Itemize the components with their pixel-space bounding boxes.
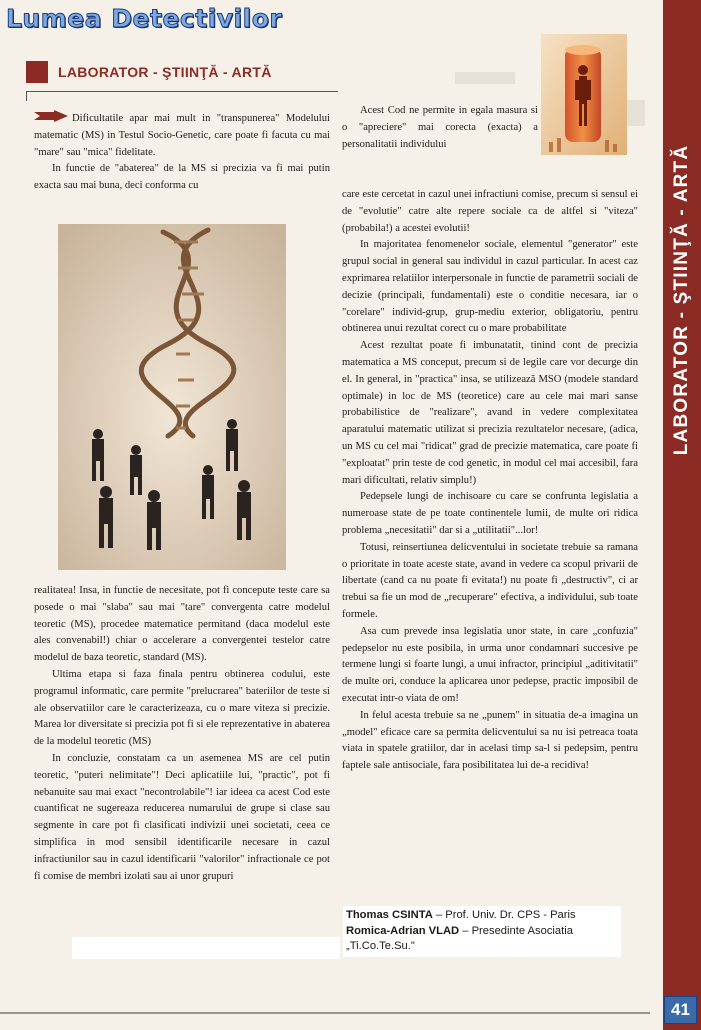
paragraph: Pedepsele lungi de inchisoare cu care se confrunta legislatia a numeroase state de pe toate continentele lumii, de multe ori ridica problema „necesitatii" dar si a „utilitatii"...lor! (342, 491, 638, 536)
header-rule-tick (26, 91, 27, 101)
paragraph: Asa cum prevede insa legislatia unor state, in care „confuzia" pedepselor nu este posibila, in urma unor condamnari succesive pe termene lungi si foarte lungi, a unui infractor, principiul „aditivitatii" de multe ori, conduce la aplicarea unor pedepse, practic imposibil de executat intr-o viata de om! (342, 625, 638, 704)
page-number: 41 (664, 996, 697, 1024)
paragraph: care este cercetat in cazul unei infractiuni comise, precum si sensul ei de "evolutie" catre alte repere sociale ca de altfel si "viteza" (probabila!) a acestei evolutii! (342, 189, 638, 234)
paragraph: In felul acesta trebuie sa ne „punem" in situatia de-a imagina un „model" eficace care sa permita delicventului sa nu isi petreaca toata viata in spatele gratiilor, dar in acelasi timp sa-l si pedepsim, pentru faptele sale antisociale, fara posibilitatea lui de-a recidiva! (342, 709, 638, 772)
paragraph: In functie de "abaterea" de la MS si precizia va fi mai putin exacta sau mai buna, deci conforma cu (34, 163, 330, 192)
author-line-2: Romica-Adrian VLAD – Presedinte Asociatia „Ti.Co.Te.Su." (346, 924, 573, 952)
blank-patch (72, 937, 340, 959)
paragraph: Totusi, reinsertiunea delicventului in societate trebuie sa ramana o prioritate in toate aceste state, avand in vedere ca scopul privarii de libertate (cand ca nu poate fi evitata!) nu poate fi „destructiv", ci ar trebui sa fie un mod de „recuperare" efectiva, a individului, sub toate formele. (342, 541, 638, 620)
section-title: LABORATOR - ŞTIINŢĂ - ARTĂ (58, 64, 272, 80)
paragraph: Dificultatile apar mai mult in "transpunerea" Modelului matematic (MS) in Testul Socio-Genetic, care poate fi facuta cu mai "mare" sau "mica" fidelitate. (34, 110, 330, 161)
author-line-1: Thomas CSINTA – Prof. Univ. Dr. CPS - Paris (346, 909, 576, 921)
section-header (26, 61, 272, 83)
paragraph: Acest Cod ne permite in egala masura si o "apreciere" mai corecta (exacta) a personalitatii individului (342, 105, 538, 150)
section-square-icon (26, 61, 48, 83)
paragraph: In majoritatea fenomenelor sociale, elementul "generator" este grupul social in general sau individul in cazul particular. In acest caz exprimarea relatiilor interpersonale in functie de parametrii sociali de decizie (principali, fundamentali) este o conditie necesara, iar o "corelare" individ-grup, grup-mediu exterior, obligatoriu, pentru obtinerea unui rezultat corect cu o mare probabilitate (342, 239, 638, 335)
bleed-through-shape (455, 72, 515, 84)
header-rule (26, 91, 338, 92)
article-column-2-bottom (342, 187, 638, 775)
article-column-1-bottom (34, 583, 330, 885)
paragraph: Ultima etapa si faza finala pentru obtinerea codului, este programul informatic, care permite "prelucrarea" bateriilor de teste si ale observatiilor care le caracterizeaza, cu o mare viteza si precizie. Marea lor diversitate si precizia pot fi si ele reprezentative in abaterea de la modelul teoretic (MS) (34, 668, 330, 748)
paragraph: In concluzie, constatam ca un asemenea MS are cel putin teoretic, "puteri nelimitate"! Deci aplicatiile lui, "practic", pot fi nebanuite sau mai exact "necontrolabile"! iar ideea ca acest Cod este cuantificat ne sugereaza reducerea numarului de grupe si clase sau segmente in care pot fi clasificati indivizii unei societati, ceea ce simplifica in mod sensibil identificarile necesare in cazul infractiunilor sau in cazul identificarii "valorilor" infractionale ce pot fi comise de membri izolati sau ai unor grupuri (34, 752, 330, 882)
masthead-title: Lumea Detectivilor (6, 4, 283, 33)
sidebar-title: LABORATOR - ŞTIINŢĂ - ARTĂ (671, 144, 692, 456)
arrow-right-icon (34, 110, 68, 122)
sidebar-band (663, 0, 701, 1030)
article-column-1-top (34, 110, 330, 195)
article-column-2-top (342, 103, 538, 153)
author-signature (343, 906, 621, 957)
paragraph: Acest rezultat poate fi imbunatatit, tinind cont de precizia matematica a MS conceput, precum si de legile care vor decurge din el. In general, in "practica" insa, se utilizează MSO (modele standard optimale) in loc de MS (teoretice) care au cele mai mari sanse probabilistice de "realizare", avand in vedere complexitatea aparatului matematic utilizat si precizia rezultatelor necesare, (adica, un MS cu cel mai "ridicat" grad de precizie matematica, care poate fi "exploatat" prin teste de cod genetic, in modul cel mai accesibil, fara mari dificultati, relativ simplu!) (342, 340, 638, 486)
footer-rule (0, 1012, 650, 1014)
figure-in-tube-photo (541, 34, 627, 155)
paragraph: realitatea! Insa, in functie de necesitate, pot fi concepute teste care sa posede o mai "slaba" sau mai "tare" convergenta catre modelul teoretic (MS), procedee matematice permitand (daca modelul este ales convenabil!) chiar o accelerare a convergentei testelor catre modelul de baza teoretic, standard (MS). (34, 585, 330, 664)
dna-helix-photo (58, 224, 286, 570)
